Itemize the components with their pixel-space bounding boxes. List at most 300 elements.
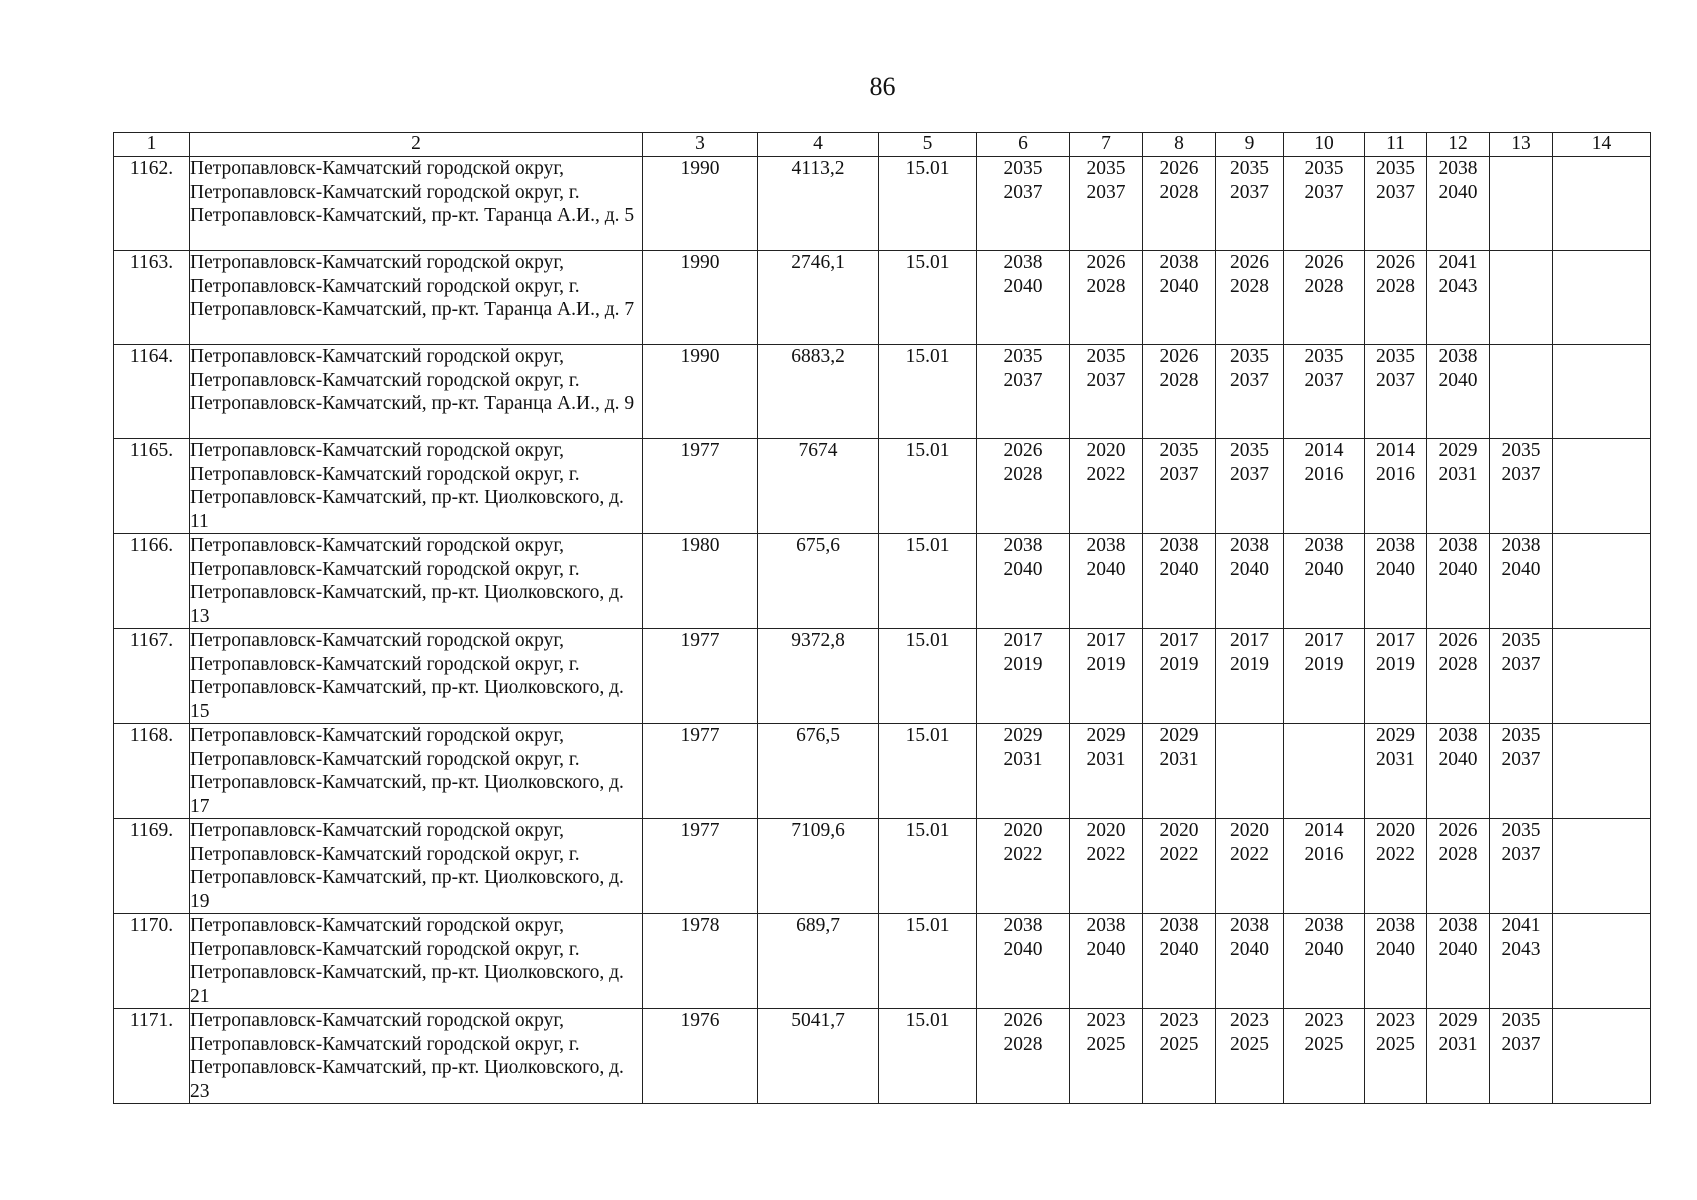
period-cell — [1284, 724, 1365, 819]
period-cell — [1553, 251, 1651, 345]
period-start: 2041 — [1501, 915, 1541, 936]
period-end: 2040 — [1159, 558, 1199, 580]
period-start: 2014 — [1376, 440, 1415, 461]
row-number: 1170. — [114, 914, 190, 1009]
period-cell — [1365, 345, 1427, 439]
period-cell — [1490, 439, 1553, 534]
area-cell: 4113,2 — [758, 157, 879, 251]
year-cell: 1977 — [643, 724, 758, 819]
column-header: 11 — [1365, 133, 1427, 157]
period-cell — [1284, 345, 1365, 439]
period-end: 2037 — [1501, 1033, 1541, 1055]
year-cell: 1977 — [643, 439, 758, 534]
period-cell — [1553, 534, 1651, 629]
period-cell — [1490, 724, 1553, 819]
period-start: 2038 — [1376, 535, 1415, 556]
period-cell — [1365, 914, 1427, 1009]
address-cell: Петропавловск-Камчатский городской округ, Петропавловск-Камчатский городской округ, г. Петропавловск-Камчатский, пр-кт. Циолковского, д. 13 — [190, 534, 643, 629]
period-start: 2038 — [1438, 158, 1478, 179]
period-cell — [1284, 914, 1365, 1009]
period-cell — [1284, 157, 1365, 251]
period-start: 2029 — [1159, 725, 1199, 746]
period-start: 2029 — [1086, 725, 1126, 746]
table-row — [114, 534, 1651, 629]
period-start: 2041 — [1438, 252, 1478, 273]
code-cell: 15.01 — [879, 629, 977, 724]
period-cell — [1070, 534, 1143, 629]
period-start: 2038 — [1230, 915, 1269, 936]
year-cell: 1990 — [643, 345, 758, 439]
period-cell — [1216, 819, 1284, 914]
period-cell — [1365, 724, 1427, 819]
period-cell — [1427, 914, 1490, 1009]
code-cell: 15.01 — [879, 914, 977, 1009]
period-end: 2019 — [1304, 653, 1344, 675]
period-cell — [1070, 819, 1143, 914]
period-end: 2028 — [1003, 463, 1043, 485]
period-end: 2025 — [1230, 1033, 1269, 1055]
period-start: 2023 — [1086, 1010, 1126, 1031]
period-start: 2026 — [1376, 252, 1415, 273]
period-end: 2019 — [1376, 653, 1415, 675]
period-start: 2038 — [1438, 915, 1478, 936]
period-cell — [977, 819, 1070, 914]
period-end: 2040 — [1438, 748, 1478, 770]
period-cell — [1216, 439, 1284, 534]
period-start: 2026 — [1438, 820, 1478, 841]
period-cell — [1490, 914, 1553, 1009]
table-row — [114, 914, 1651, 1009]
period-cell — [1553, 1009, 1651, 1104]
period-cell — [1365, 251, 1427, 345]
period-cell — [1490, 251, 1553, 345]
period-cell — [977, 345, 1070, 439]
period-start: 2017 — [1086, 630, 1126, 651]
period-end: 2037 — [1501, 463, 1541, 485]
row-number: 1171. — [114, 1009, 190, 1104]
column-header: 5 — [879, 133, 977, 157]
column-header: 6 — [977, 133, 1070, 157]
period-end: 2028 — [1438, 843, 1478, 865]
period-end: 2031 — [1003, 748, 1043, 770]
period-end: 2043 — [1438, 275, 1478, 297]
area-cell: 675,6 — [758, 534, 879, 629]
period-start: 2029 — [1003, 725, 1043, 746]
period-cell — [977, 914, 1070, 1009]
row-number: 1164. — [114, 345, 190, 439]
period-start: 2038 — [1304, 535, 1344, 556]
period-cell — [977, 439, 1070, 534]
period-end: 2040 — [1376, 938, 1415, 960]
period-cell — [1427, 251, 1490, 345]
period-end: 2040 — [1003, 275, 1043, 297]
period-cell — [1070, 345, 1143, 439]
period-cell — [1427, 1009, 1490, 1104]
period-end: 2031 — [1159, 748, 1199, 770]
period-cell — [1553, 629, 1651, 724]
area-cell: 689,7 — [758, 914, 879, 1009]
period-cell — [1365, 629, 1427, 724]
period-cell — [1216, 157, 1284, 251]
row-number: 1167. — [114, 629, 190, 724]
address-cell: Петропавловск-Камчатский городской округ, Петропавловск-Камчатский городской округ, г. Петропавловск-Камчатский, пр-кт. Таранца А.И., д. 5 — [190, 157, 643, 251]
period-end: 2022 — [1086, 843, 1126, 865]
period-start: 2026 — [1304, 252, 1344, 273]
period-cell — [977, 1009, 1070, 1104]
period-cell — [1553, 157, 1651, 251]
period-start: 2038 — [1304, 915, 1344, 936]
period-start: 2014 — [1304, 440, 1344, 461]
period-end: 2040 — [1086, 558, 1126, 580]
code-cell: 15.01 — [879, 251, 977, 345]
period-end: 2022 — [1086, 463, 1126, 485]
period-end: 2019 — [1003, 653, 1043, 675]
period-end: 2040 — [1230, 558, 1269, 580]
period-cell — [1490, 819, 1553, 914]
period-start: 2026 — [1003, 1010, 1043, 1031]
address-cell: Петропавловск-Камчатский городской округ, Петропавловск-Камчатский городской округ, г. Петропавловск-Камчатский, пр-кт. Таранца А.И., д. 7 — [190, 251, 643, 345]
period-cell — [1427, 629, 1490, 724]
period-start: 2038 — [1086, 535, 1126, 556]
address-cell: Петропавловск-Камчатский городской округ, Петропавловск-Камчатский городской округ, г. Петропавловск-Камчатский, пр-кт. Циолковского, д. 21 — [190, 914, 643, 1009]
period-end: 2019 — [1159, 653, 1199, 675]
period-end: 2016 — [1376, 463, 1415, 485]
period-start: 2035 — [1304, 346, 1344, 367]
period-end: 2016 — [1304, 463, 1344, 485]
code-cell: 15.01 — [879, 819, 977, 914]
period-cell — [1143, 157, 1216, 251]
period-cell — [1216, 629, 1284, 724]
period-start: 2038 — [1230, 535, 1269, 556]
period-end: 2037 — [1086, 369, 1126, 391]
area-cell: 6883,2 — [758, 345, 879, 439]
code-cell: 15.01 — [879, 439, 977, 534]
period-end: 2022 — [1003, 843, 1043, 865]
period-end: 2040 — [1438, 558, 1478, 580]
period-cell — [1070, 629, 1143, 724]
period-end: 2040 — [1438, 938, 1478, 960]
period-cell — [1553, 819, 1651, 914]
column-header: 1 — [114, 133, 190, 157]
period-end: 2040 — [1003, 558, 1043, 580]
column-header: 8 — [1143, 133, 1216, 157]
period-start: 2038 — [1438, 725, 1478, 746]
period-end: 2037 — [1501, 843, 1541, 865]
period-end: 2037 — [1230, 181, 1269, 203]
code-cell: 15.01 — [879, 1009, 977, 1104]
period-start: 2014 — [1304, 820, 1344, 841]
period-end: 2037 — [1304, 369, 1344, 391]
period-cell — [1427, 345, 1490, 439]
period-cell — [977, 534, 1070, 629]
period-end: 2025 — [1304, 1033, 1344, 1055]
period-end: 2037 — [1376, 369, 1415, 391]
code-cell: 15.01 — [879, 157, 977, 251]
area-cell: 2746,1 — [758, 251, 879, 345]
period-end: 2028 — [1438, 653, 1478, 675]
period-cell — [1284, 534, 1365, 629]
period-cell — [1490, 345, 1553, 439]
column-header: 12 — [1427, 133, 1490, 157]
period-start: 2026 — [1230, 252, 1269, 273]
period-start: 2017 — [1376, 630, 1415, 651]
period-cell — [1553, 724, 1651, 819]
period-start: 2035 — [1159, 440, 1199, 461]
period-start: 2020 — [1159, 820, 1199, 841]
period-start: 2029 — [1376, 725, 1415, 746]
period-cell — [1490, 157, 1553, 251]
area-cell: 7109,6 — [758, 819, 879, 914]
area-cell: 7674 — [758, 439, 879, 534]
period-start: 2026 — [1086, 252, 1126, 273]
code-cell: 15.01 — [879, 724, 977, 819]
period-cell — [1143, 629, 1216, 724]
period-end: 2037 — [1159, 463, 1199, 485]
period-cell — [1427, 439, 1490, 534]
period-start: 2020 — [1086, 440, 1126, 461]
period-start: 2026 — [1003, 440, 1043, 461]
period-end: 2028 — [1304, 275, 1344, 297]
period-end: 2019 — [1086, 653, 1126, 675]
period-start: 2035 — [1304, 158, 1344, 179]
period-end: 2028 — [1230, 275, 1269, 297]
period-end: 2037 — [1376, 181, 1415, 203]
period-start: 2038 — [1438, 346, 1478, 367]
area-cell: 5041,7 — [758, 1009, 879, 1104]
period-end: 2040 — [1376, 558, 1415, 580]
row-number: 1168. — [114, 724, 190, 819]
period-start: 2035 — [1376, 158, 1415, 179]
period-cell — [977, 157, 1070, 251]
period-cell — [1216, 724, 1284, 819]
period-cell — [1427, 534, 1490, 629]
period-end: 2037 — [1086, 181, 1126, 203]
period-end: 2031 — [1438, 1033, 1478, 1055]
address-cell: Петропавловск-Камчатский городской округ, Петропавловск-Камчатский городской округ, г. Петропавловск-Камчатский, пр-кт. Циолковского, д. 19 — [190, 819, 643, 914]
period-end: 2028 — [1086, 275, 1126, 297]
code-cell: 15.01 — [879, 345, 977, 439]
row-number: 1166. — [114, 534, 190, 629]
period-start: 2017 — [1003, 630, 1043, 651]
period-cell — [1365, 1009, 1427, 1104]
period-cell — [977, 724, 1070, 819]
period-cell — [1143, 819, 1216, 914]
year-cell: 1990 — [643, 157, 758, 251]
column-header: 2 — [190, 133, 643, 157]
period-start: 2038 — [1159, 915, 1199, 936]
year-cell: 1990 — [643, 251, 758, 345]
period-start: 2038 — [1003, 915, 1043, 936]
period-end: 2037 — [1501, 748, 1541, 770]
period-end: 2025 — [1376, 1033, 1415, 1055]
period-end: 2037 — [1003, 181, 1043, 203]
period-cell — [1216, 534, 1284, 629]
period-start: 2029 — [1438, 440, 1478, 461]
period-start: 2026 — [1438, 630, 1478, 651]
row-number: 1162. — [114, 157, 190, 251]
period-end: 2040 — [1230, 938, 1269, 960]
period-end: 2037 — [1304, 181, 1344, 203]
period-start: 2038 — [1501, 535, 1541, 556]
period-start: 2023 — [1376, 1010, 1415, 1031]
period-cell — [1143, 1009, 1216, 1104]
period-cell — [977, 629, 1070, 724]
period-start: 2020 — [1230, 820, 1269, 841]
period-cell — [977, 251, 1070, 345]
period-end: 2040 — [1159, 938, 1199, 960]
period-end: 2025 — [1159, 1033, 1199, 1055]
period-cell — [1553, 439, 1651, 534]
period-cell — [1070, 157, 1143, 251]
table-row — [114, 157, 1651, 251]
period-start: 2035 — [1501, 630, 1541, 651]
period-start: 2017 — [1159, 630, 1199, 651]
period-start: 2035 — [1086, 158, 1126, 179]
period-cell — [1143, 345, 1216, 439]
period-start: 2023 — [1304, 1010, 1344, 1031]
period-end: 2043 — [1501, 938, 1541, 960]
period-end: 2028 — [1003, 1033, 1043, 1055]
year-cell: 1980 — [643, 534, 758, 629]
address-cell: Петропавловск-Камчатский городской округ, Петропавловск-Камчатский городской округ, г. Петропавловск-Камчатский, пр-кт. Циолковского, д. 15 — [190, 629, 643, 724]
period-end: 2031 — [1376, 748, 1415, 770]
period-start: 2035 — [1230, 440, 1269, 461]
table-row — [114, 345, 1651, 439]
period-start: 2026 — [1159, 158, 1199, 179]
period-end: 2040 — [1304, 938, 1344, 960]
period-start: 2035 — [1003, 158, 1043, 179]
period-cell — [1365, 157, 1427, 251]
period-end: 2037 — [1230, 369, 1269, 391]
period-end: 2031 — [1438, 463, 1478, 485]
period-cell — [1284, 819, 1365, 914]
period-end: 2022 — [1376, 843, 1415, 865]
period-start: 2023 — [1230, 1010, 1269, 1031]
row-number: 1169. — [114, 819, 190, 914]
period-end: 2040 — [1501, 558, 1541, 580]
period-end: 2028 — [1376, 275, 1415, 297]
period-start: 2029 — [1438, 1010, 1478, 1031]
page-number: 86 — [869, 72, 896, 101]
period-end: 2028 — [1159, 369, 1199, 391]
period-cell — [1490, 1009, 1553, 1104]
period-cell — [1216, 251, 1284, 345]
period-start: 2035 — [1230, 158, 1269, 179]
period-cell — [1490, 534, 1553, 629]
period-start: 2023 — [1159, 1010, 1199, 1031]
period-end: 2040 — [1438, 369, 1478, 391]
period-cell — [1427, 724, 1490, 819]
period-cell — [1216, 914, 1284, 1009]
period-start: 2026 — [1159, 346, 1199, 367]
period-end: 2040 — [1003, 938, 1043, 960]
period-start: 2038 — [1003, 252, 1043, 273]
period-cell — [1427, 819, 1490, 914]
period-end: 2016 — [1304, 843, 1344, 865]
period-start: 2038 — [1376, 915, 1415, 936]
period-start: 2020 — [1003, 820, 1043, 841]
period-cell — [1284, 439, 1365, 534]
address-cell: Петропавловск-Камчатский городской округ, Петропавловск-Камчатский городской округ, г. Петропавловск-Камчатский, пр-кт. Циолковского, д. 23 — [190, 1009, 643, 1104]
period-end: 2037 — [1003, 369, 1043, 391]
period-cell — [1070, 724, 1143, 819]
period-cell — [1070, 439, 1143, 534]
period-cell — [1143, 724, 1216, 819]
period-end: 2022 — [1230, 843, 1269, 865]
period-start: 2035 — [1501, 725, 1541, 746]
row-number: 1165. — [114, 439, 190, 534]
period-end: 2040 — [1438, 181, 1478, 203]
column-header: 9 — [1216, 133, 1284, 157]
year-cell: 1977 — [643, 629, 758, 724]
period-end: 2037 — [1501, 653, 1541, 675]
period-start: 2035 — [1230, 346, 1269, 367]
year-cell: 1976 — [643, 1009, 758, 1104]
table-row — [114, 724, 1651, 819]
period-cell — [1427, 157, 1490, 251]
period-start: 2038 — [1159, 535, 1199, 556]
period-cell — [1365, 534, 1427, 629]
period-start: 2035 — [1501, 1010, 1541, 1031]
period-cell — [1143, 534, 1216, 629]
period-end: 2019 — [1230, 653, 1269, 675]
period-cell — [1143, 251, 1216, 345]
period-cell — [1216, 345, 1284, 439]
code-cell: 15.01 — [879, 534, 977, 629]
period-start: 2035 — [1003, 346, 1043, 367]
period-start: 2020 — [1376, 820, 1415, 841]
period-start: 2035 — [1501, 440, 1541, 461]
address-cell: Петропавловск-Камчатский городской округ, Петропавловск-Камчатский городской округ, г. Петропавловск-Камчатский, пр-кт. Циолковского, д. 17 — [190, 724, 643, 819]
period-end: 2040 — [1159, 275, 1199, 297]
column-header: 10 — [1284, 133, 1365, 157]
period-start: 2017 — [1304, 630, 1344, 651]
period-cell — [1143, 439, 1216, 534]
area-cell: 9372,8 — [758, 629, 879, 724]
period-cell — [1490, 629, 1553, 724]
period-start: 2035 — [1376, 346, 1415, 367]
register-table — [113, 132, 1651, 1104]
period-end: 2028 — [1159, 181, 1199, 203]
period-start: 2038 — [1438, 535, 1478, 556]
year-cell: 1978 — [643, 914, 758, 1009]
period-end: 2040 — [1304, 558, 1344, 580]
address-cell: Петропавловск-Камчатский городской округ, Петропавловск-Камчатский городской округ, г. Петропавловск-Камчатский, пр-кт. Циолковского, д. 11 — [190, 439, 643, 534]
period-end: 2037 — [1230, 463, 1269, 485]
period-start: 2017 — [1230, 630, 1269, 651]
period-start: 2035 — [1086, 346, 1126, 367]
period-cell — [1365, 819, 1427, 914]
column-header: 3 — [643, 133, 758, 157]
period-cell — [1216, 1009, 1284, 1104]
period-start: 2020 — [1086, 820, 1126, 841]
period-start: 2038 — [1086, 915, 1126, 936]
period-end: 2031 — [1086, 748, 1126, 770]
period-cell — [1284, 1009, 1365, 1104]
column-header: 4 — [758, 133, 879, 157]
column-header: 14 — [1553, 133, 1651, 157]
address-cell: Петропавловск-Камчатский городской округ, Петропавловск-Камчатский городской округ, г. Петропавловск-Камчатский, пр-кт. Таранца А.И., д. 9 — [190, 345, 643, 439]
period-end: 2025 — [1086, 1033, 1126, 1055]
period-cell — [1070, 1009, 1143, 1104]
period-start: 2035 — [1501, 820, 1541, 841]
table-row — [114, 251, 1651, 345]
period-cell — [1070, 914, 1143, 1009]
period-cell — [1553, 914, 1651, 1009]
period-cell — [1070, 251, 1143, 345]
table-row — [114, 1009, 1651, 1104]
row-number: 1163. — [114, 251, 190, 345]
